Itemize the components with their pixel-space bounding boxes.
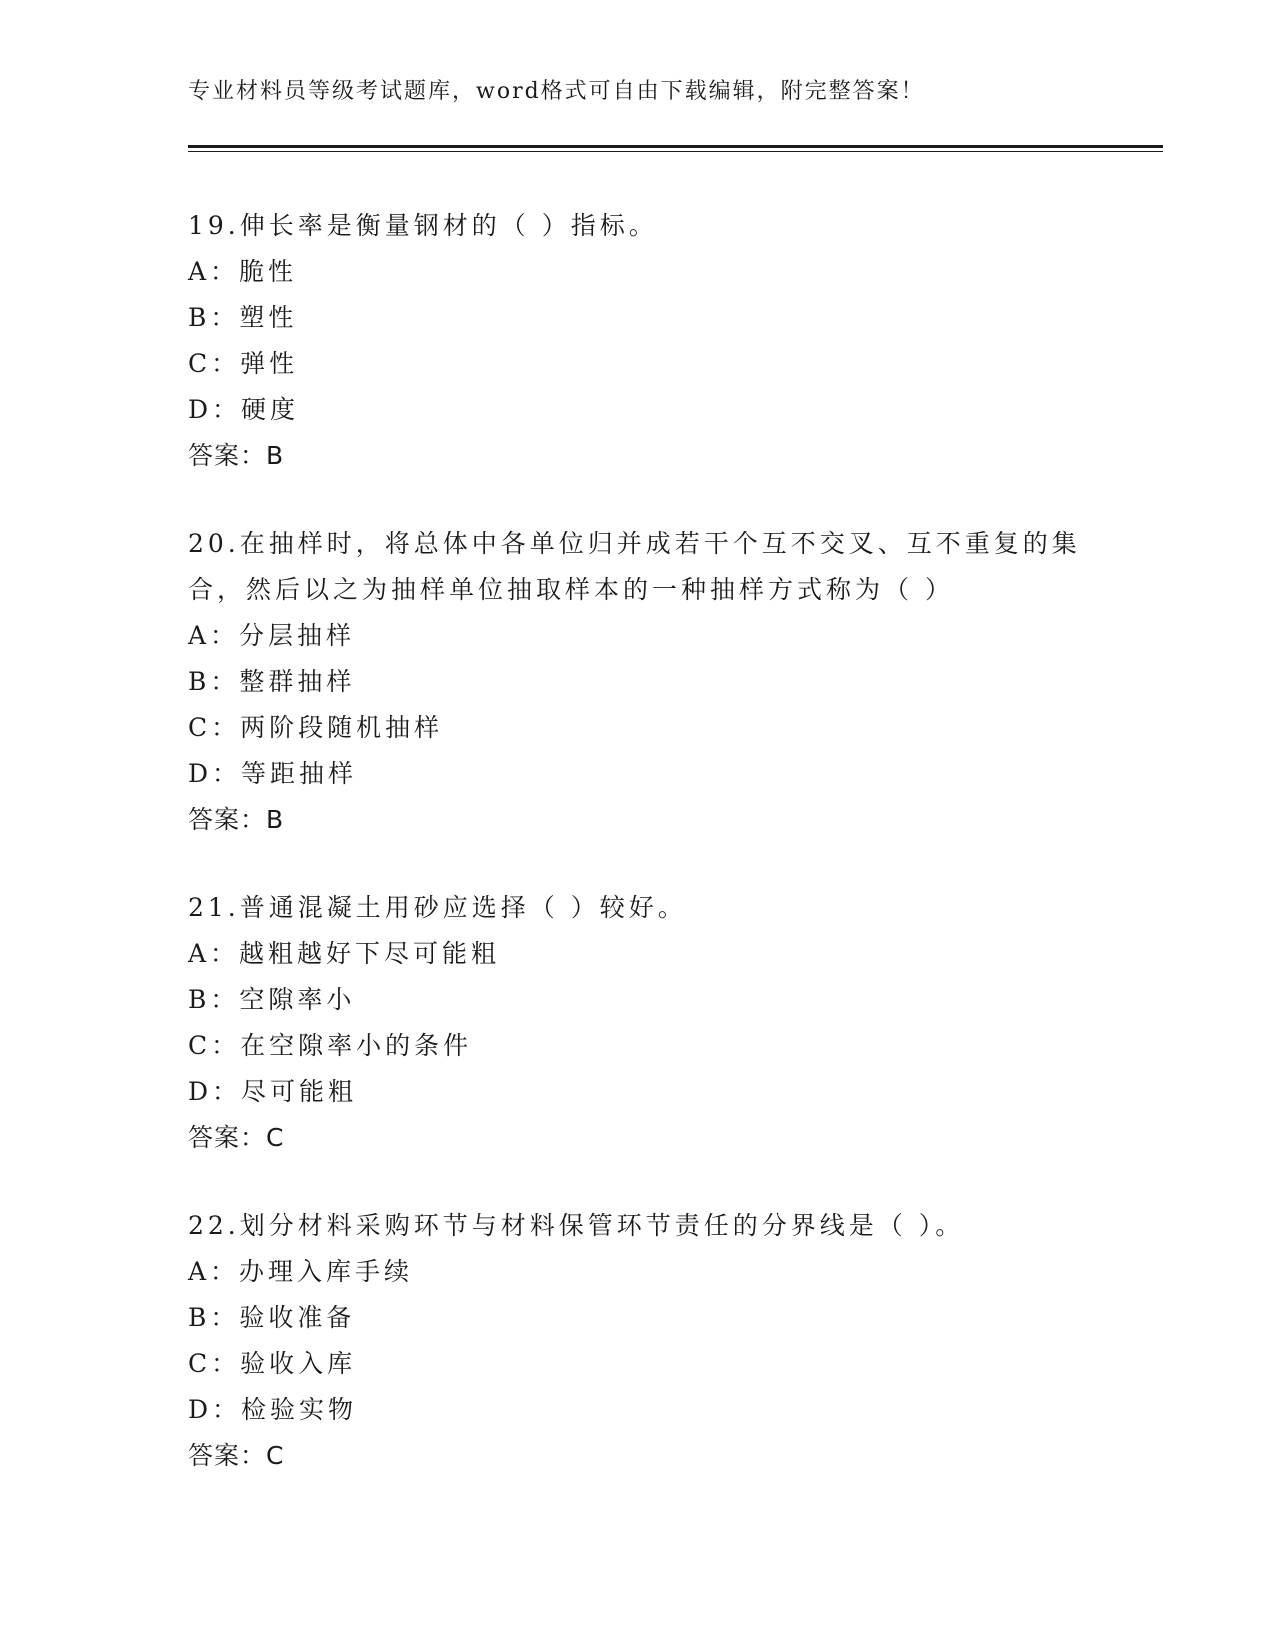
option-c: C：验收入库: [188, 1349, 357, 1378]
option-d: D：等距抽样: [188, 759, 358, 788]
option-b: B：验收准备: [188, 1303, 356, 1332]
question-stem: 19.伸长率是衡量钢材的（ ）指标。: [188, 211, 658, 240]
question-20: [188, 521, 1088, 843]
question-list: [188, 203, 1088, 1521]
option-a: A：分层抽样: [188, 621, 356, 650]
question-stem: 22.划分材料采购环节与材料保管环节责任的分界线是（ ）。: [188, 1211, 965, 1240]
option-c: C：在空隙率小的条件: [188, 1031, 473, 1060]
question-22: [188, 1203, 1088, 1479]
header-rule-thick: [188, 145, 1163, 148]
answer: 答案：C: [188, 1123, 285, 1152]
header-rule-thin: [188, 151, 1163, 152]
answer: 答案：C: [188, 1441, 285, 1470]
question-19: [188, 203, 1088, 479]
question-21: [188, 885, 1088, 1161]
option-d: D：尽可能粗: [188, 1077, 358, 1106]
option-b: B：塑性: [188, 303, 298, 332]
page-header: 专业材料员等级考试题库，word格式可自由下载编辑，附完整答案！: [188, 79, 925, 104]
option-c: C：两阶段随机抽样: [188, 713, 444, 742]
option-a: A：办理入库手续: [188, 1257, 414, 1286]
option-d: D：硬度: [188, 395, 300, 424]
answer: 答案：B: [188, 805, 285, 834]
option-b: B：整群抽样: [188, 667, 356, 696]
option-c: C：弹性: [188, 349, 299, 378]
question-stem: 20.在抽样时，将总体中各单位归并成若干个互不交叉、互不重复的集合，然后以之为抽样单位抽取样本的一种抽样方式称为（ ）: [188, 529, 1081, 604]
option-b: B：空隙率小: [188, 985, 356, 1014]
option-a: A：越粗越好下尽可能粗: [188, 939, 501, 968]
option-d: D：检验实物: [188, 1395, 358, 1424]
option-a: A：脆性: [188, 257, 298, 286]
question-stem: 21.普通混凝土用砂应选择（ ）较好。: [188, 893, 687, 922]
answer: 答案：B: [188, 441, 285, 470]
